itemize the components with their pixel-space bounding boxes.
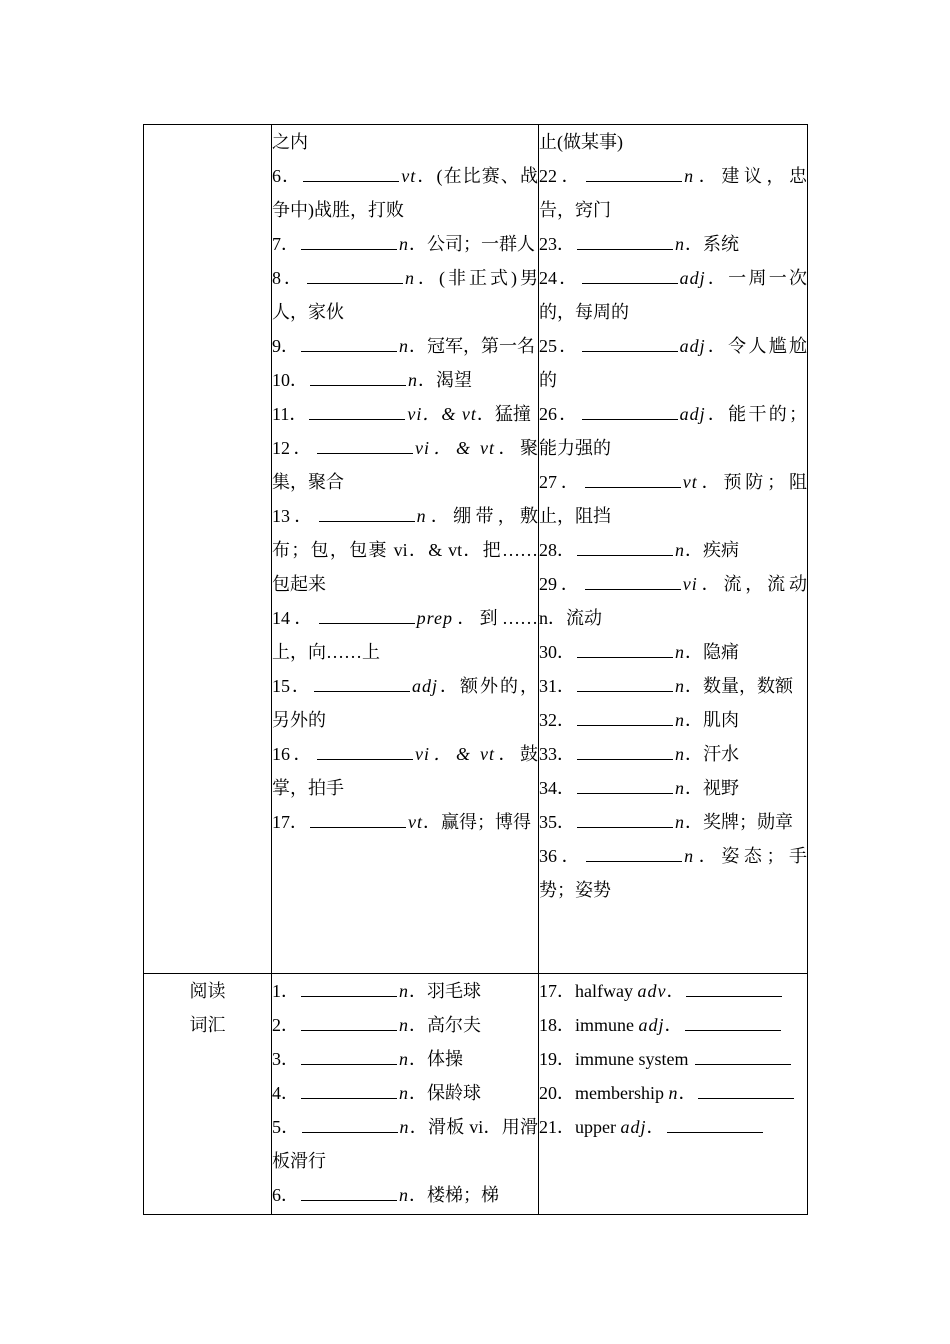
answer-blank[interactable] <box>667 1116 763 1133</box>
vocab-entry <box>539 1042 807 1076</box>
part-of-speech: n <box>399 1083 409 1103</box>
entry-number: 35． <box>539 812 575 832</box>
entry-meaning: 额外的，另外的 <box>272 676 539 730</box>
vocab-entry: 34． n．视野 <box>539 778 739 798</box>
vocab-entry <box>539 125 807 159</box>
entry-number: 17． <box>272 812 308 832</box>
entry-meaning: (非正式)男人，家伙 <box>272 268 538 322</box>
part-of-speech: n <box>675 778 685 798</box>
entry-number: 4． <box>272 1083 299 1103</box>
category-cell <box>144 125 272 974</box>
left-column-cell <box>272 125 539 974</box>
entry-text: 之内 <box>272 132 308 152</box>
answer-blank[interactable] <box>301 233 397 250</box>
entry-meaning: 冠军，第一名 <box>427 336 535 356</box>
entry-number: 24． <box>539 268 580 288</box>
entry-number: 32． <box>539 710 575 730</box>
answer-blank[interactable] <box>301 1014 397 1031</box>
entry-number: 8． <box>272 268 305 288</box>
part-of-speech: n <box>675 744 685 764</box>
entry-meaning: 数量，数额 <box>703 676 793 696</box>
entry-number: 3． <box>272 1049 299 1069</box>
part-of-speech: adj <box>412 676 439 696</box>
entry-word: membership <box>575 1083 664 1103</box>
answer-blank[interactable] <box>309 403 405 420</box>
entry-number: 27． <box>539 472 583 492</box>
entry-number: 6． <box>272 166 302 186</box>
category-cell <box>144 974 272 1215</box>
vocab-entry: 27． vt．预防；阻止，阻挡 <box>539 472 808 526</box>
entry-number: 10． <box>272 370 308 390</box>
entry-number: 34． <box>539 778 575 798</box>
answer-blank[interactable] <box>577 233 673 250</box>
entry-meaning: 羽毛球 <box>427 981 481 1001</box>
part-of-speech: prep <box>416 608 453 628</box>
entry-meaning: (在比赛、战争中)战胜，打败 <box>272 166 539 220</box>
entry-number: 13． <box>272 506 317 526</box>
left-column-cell <box>272 974 539 1215</box>
vocab-entry: 21．upper adj． <box>539 1110 807 1144</box>
entry-number: 7． <box>272 234 299 254</box>
answer-blank[interactable] <box>314 675 410 692</box>
entry-number: 28． <box>539 540 575 560</box>
vocab-entry: 31． n．数量，数额 <box>539 676 793 696</box>
vocab-entry: 4． n．保龄球 <box>272 1083 481 1103</box>
entry-meaning: 到……上，向……上 <box>272 608 539 662</box>
answer-blank[interactable] <box>302 1116 398 1133</box>
answer-blank[interactable] <box>582 267 678 284</box>
answer-blank[interactable] <box>577 811 673 828</box>
entry-number: 19． <box>539 1049 575 1069</box>
vocab-entry: 6． n．楼梯；梯 <box>272 1185 499 1205</box>
part-of-speech: n <box>408 370 418 390</box>
vocab-entry: 35． n．奖牌；勋章 <box>539 812 793 832</box>
entry-meaning: 绷带，敷布；包，包裹 vi．& vt．把……包起来 <box>272 506 539 594</box>
part-of-speech: n <box>399 1185 409 1205</box>
part-of-speech: adj <box>620 1117 647 1137</box>
vocab-entry: 1． n．羽毛球 <box>272 981 481 1001</box>
answer-blank[interactable] <box>577 743 673 760</box>
answer-blank[interactable] <box>577 777 673 794</box>
vocab-entry: 28． n．疾病 <box>539 540 739 560</box>
vocab-entry: 6． vt．(在比赛、战争中)战胜，打败 <box>272 166 539 220</box>
entry-number: 29． <box>539 574 583 594</box>
answer-blank[interactable] <box>307 267 403 284</box>
vocabulary-table <box>143 124 808 1215</box>
entry-number: 26． <box>539 404 580 424</box>
vocab-entry: 13． n．绷带，敷布；包，包裹 vi．& vt．把……包起来 <box>272 506 539 594</box>
part-of-speech: adj <box>638 1015 665 1035</box>
vocab-entry: 17． vt．赢得；博得 <box>272 812 531 832</box>
entry-meaning: 系统 <box>703 234 739 254</box>
part-of-speech: n <box>675 812 685 832</box>
part-of-speech: vi <box>682 574 698 594</box>
vocab-entry: 26． adj．能干的；能力强的 <box>539 404 808 458</box>
vocab-entry: 9． n．冠军，第一名 <box>272 336 535 356</box>
entry-word: immune system <box>575 1049 689 1069</box>
answer-blank[interactable] <box>686 980 782 997</box>
entry-word: upper <box>575 1117 616 1137</box>
entry-word: immune <box>575 1015 634 1035</box>
entry-meaning: 鼓掌，拍手 <box>272 744 539 798</box>
entry-number: 9． <box>272 336 299 356</box>
entry-number: 17． <box>539 981 575 1001</box>
answer-blank[interactable] <box>301 335 397 352</box>
part-of-speech: n <box>675 710 685 730</box>
entry-meaning: 赢得；博得 <box>441 812 531 832</box>
entry-word: halfway <box>575 981 633 1001</box>
answer-blank[interactable] <box>582 335 678 352</box>
answer-blank[interactable] <box>585 573 681 590</box>
vocab-entry: 20．membership n． <box>539 1076 807 1110</box>
answer-blank[interactable] <box>310 369 406 386</box>
vocab-entry: 24． adj．一周一次的，每周的 <box>539 268 808 322</box>
entry-number: 25． <box>539 336 580 356</box>
answer-blank[interactable] <box>319 607 415 624</box>
vocab-entry: 15． adj．额外的，另外的 <box>272 676 539 730</box>
answer-blank[interactable] <box>586 845 682 862</box>
part-of-speech: n <box>399 336 409 356</box>
entry-meaning: 令人尴尬的 <box>539 336 808 390</box>
entry-meaning: 奖牌；勋章 <box>703 812 793 832</box>
entry-meaning: 楼梯；梯 <box>427 1185 499 1205</box>
entry-number: 14． <box>272 608 317 628</box>
entry-meaning: 能干的；能力强的 <box>539 404 808 458</box>
category-label-line2: 词汇 <box>189 1015 226 1035</box>
part-of-speech: n <box>399 981 409 1001</box>
answer-blank[interactable] <box>577 539 673 556</box>
answer-blank[interactable] <box>301 1082 397 1099</box>
part-of-speech: vt <box>682 472 698 492</box>
entry-number: 1． <box>272 981 299 1001</box>
answer-blank[interactable] <box>577 675 673 692</box>
entry-number: 36． <box>539 846 585 866</box>
entry-number: 12． <box>272 438 316 458</box>
right-column-cell <box>539 125 808 974</box>
entry-meaning: 一周一次的，每周的 <box>539 268 808 322</box>
answer-blank[interactable] <box>303 165 399 182</box>
answer-blank[interactable] <box>685 1014 781 1031</box>
vocab-entry: 7． n．公司；一群人 <box>272 234 535 254</box>
vocab-entry: 3． n．体操 <box>272 1049 463 1069</box>
vocab-entry: 16． vi．& vt．鼓掌，拍手 <box>272 744 539 798</box>
vocab-entry: 36． n．姿态；手势；姿势 <box>539 846 808 900</box>
vocab-entry: 2． n．高尔夫 <box>272 1015 481 1035</box>
entry-number: 30． <box>539 642 575 662</box>
part-of-speech: adj <box>679 268 706 288</box>
vocab-entry: 14． prep．到……上，向……上 <box>272 608 539 662</box>
category-label-line1: 阅读 <box>189 981 226 1001</box>
vocab-entry: 30． n．隐痛 <box>539 642 739 662</box>
part-of-speech: n <box>399 1117 410 1137</box>
entry-number: 2． <box>272 1015 299 1035</box>
part-of-speech: n <box>675 540 685 560</box>
part-of-speech: vt <box>401 166 417 186</box>
entry-meaning: 高尔夫 <box>427 1015 481 1035</box>
vocab-entry: 18．immune adj． <box>539 1008 807 1042</box>
vocab-entry: 25． adj．令人尴尬的 <box>539 336 808 390</box>
part-of-speech: adj <box>679 404 706 424</box>
entry-number: 22． <box>539 166 585 186</box>
part-of-speech: vi．& vt <box>415 438 496 458</box>
part-of-speech: vt <box>408 812 423 832</box>
entry-meaning: 预防；阻止，阻挡 <box>539 472 808 526</box>
entry-meaning: 聚集，聚合 <box>272 438 539 492</box>
entry-meaning: 保龄球 <box>427 1083 481 1103</box>
vocab-entry: 10． n．渴望 <box>272 370 472 390</box>
part-of-speech: n <box>675 676 685 696</box>
entry-number: 5． <box>272 1117 300 1137</box>
entry-meaning: 姿态；手势；姿势 <box>539 846 808 900</box>
entry-number: 33． <box>539 744 575 764</box>
entry-number: 23． <box>539 234 575 254</box>
part-of-speech: adv <box>637 981 667 1001</box>
entry-number: 31． <box>539 676 575 696</box>
vocab-entry: 29． vi．流，流动 n．流动 <box>539 574 808 628</box>
vocab-entry: 23． n．系统 <box>539 234 739 254</box>
entry-meaning: 流，流动 n．流动 <box>539 574 808 628</box>
entry-number: 16． <box>272 744 316 764</box>
vocab-entry: 11． vi．& vt．猛撞 <box>272 404 531 424</box>
part-of-speech: adj <box>679 336 706 356</box>
answer-blank[interactable] <box>586 165 682 182</box>
entry-meaning: 视野 <box>703 778 739 798</box>
entry-meaning: 猛撞 <box>494 404 531 424</box>
entry-number: 21． <box>539 1117 575 1137</box>
vocab-entry: 22． n．建议，忠告，窍门 <box>539 166 808 220</box>
answer-blank[interactable] <box>317 743 413 760</box>
answer-blank[interactable] <box>301 1048 397 1065</box>
vocab-entry <box>272 125 538 159</box>
entry-number: 11． <box>272 404 308 424</box>
entry-meaning: 隐痛 <box>703 642 739 662</box>
part-of-speech: n <box>668 1083 679 1103</box>
entry-meaning: 肌肉 <box>703 710 739 730</box>
entry-meaning: 公司；一群人 <box>427 234 535 254</box>
entry-meaning: 建议，忠告，窍门 <box>539 166 808 220</box>
entry-number: 6． <box>272 1185 299 1205</box>
vocab-entry: 12． vi．& vt．聚集，聚合 <box>272 438 539 492</box>
part-of-speech: n <box>684 846 695 866</box>
answer-blank[interactable] <box>695 1048 791 1065</box>
vocab-entry: 32． n．肌肉 <box>539 710 739 730</box>
entry-meaning: 渴望 <box>436 370 472 390</box>
vocab-entry: 17．halfway adv． <box>539 974 807 1008</box>
answer-blank[interactable] <box>317 437 413 454</box>
part-of-speech: n <box>399 1015 409 1035</box>
table-row <box>144 974 808 1215</box>
entry-number: 20． <box>539 1083 575 1103</box>
answer-blank[interactable] <box>577 641 673 658</box>
entry-meaning: 体操 <box>427 1049 463 1069</box>
answer-blank[interactable] <box>698 1082 794 1099</box>
entry-meaning: 疾病 <box>703 540 739 560</box>
answer-blank[interactable] <box>319 505 415 522</box>
entry-meaning: 汗水 <box>703 744 739 764</box>
answer-blank[interactable] <box>582 403 678 420</box>
right-column-cell <box>539 974 808 1215</box>
entry-number: 15． <box>272 676 312 696</box>
part-of-speech: n <box>675 642 685 662</box>
part-of-speech: vi．& vt <box>415 744 496 764</box>
answer-blank[interactable] <box>585 471 681 488</box>
part-of-speech: vi．& vt <box>407 404 477 424</box>
vocab-entry: 8． n．(非正式)男人，家伙 <box>272 268 538 322</box>
table-row <box>144 125 808 974</box>
answer-blank[interactable] <box>310 811 406 828</box>
vocab-entry: 33． n．汗水 <box>539 744 739 764</box>
answer-blank[interactable] <box>301 1184 397 1201</box>
answer-blank[interactable] <box>301 980 397 997</box>
part-of-speech: n <box>675 234 685 254</box>
part-of-speech: n <box>416 506 427 526</box>
part-of-speech: n <box>684 166 695 186</box>
vocab-entry: 5． n．滑板 vi．用滑板滑行 <box>272 1117 538 1171</box>
entry-number: 18． <box>539 1015 575 1035</box>
part-of-speech: n <box>399 234 409 254</box>
entry-text: 止(做某事) <box>539 132 623 152</box>
answer-blank[interactable] <box>577 709 673 726</box>
part-of-speech: n <box>399 1049 409 1069</box>
entry-meaning: 滑板 vi．用滑板滑行 <box>272 1117 538 1171</box>
part-of-speech: n <box>405 268 415 288</box>
